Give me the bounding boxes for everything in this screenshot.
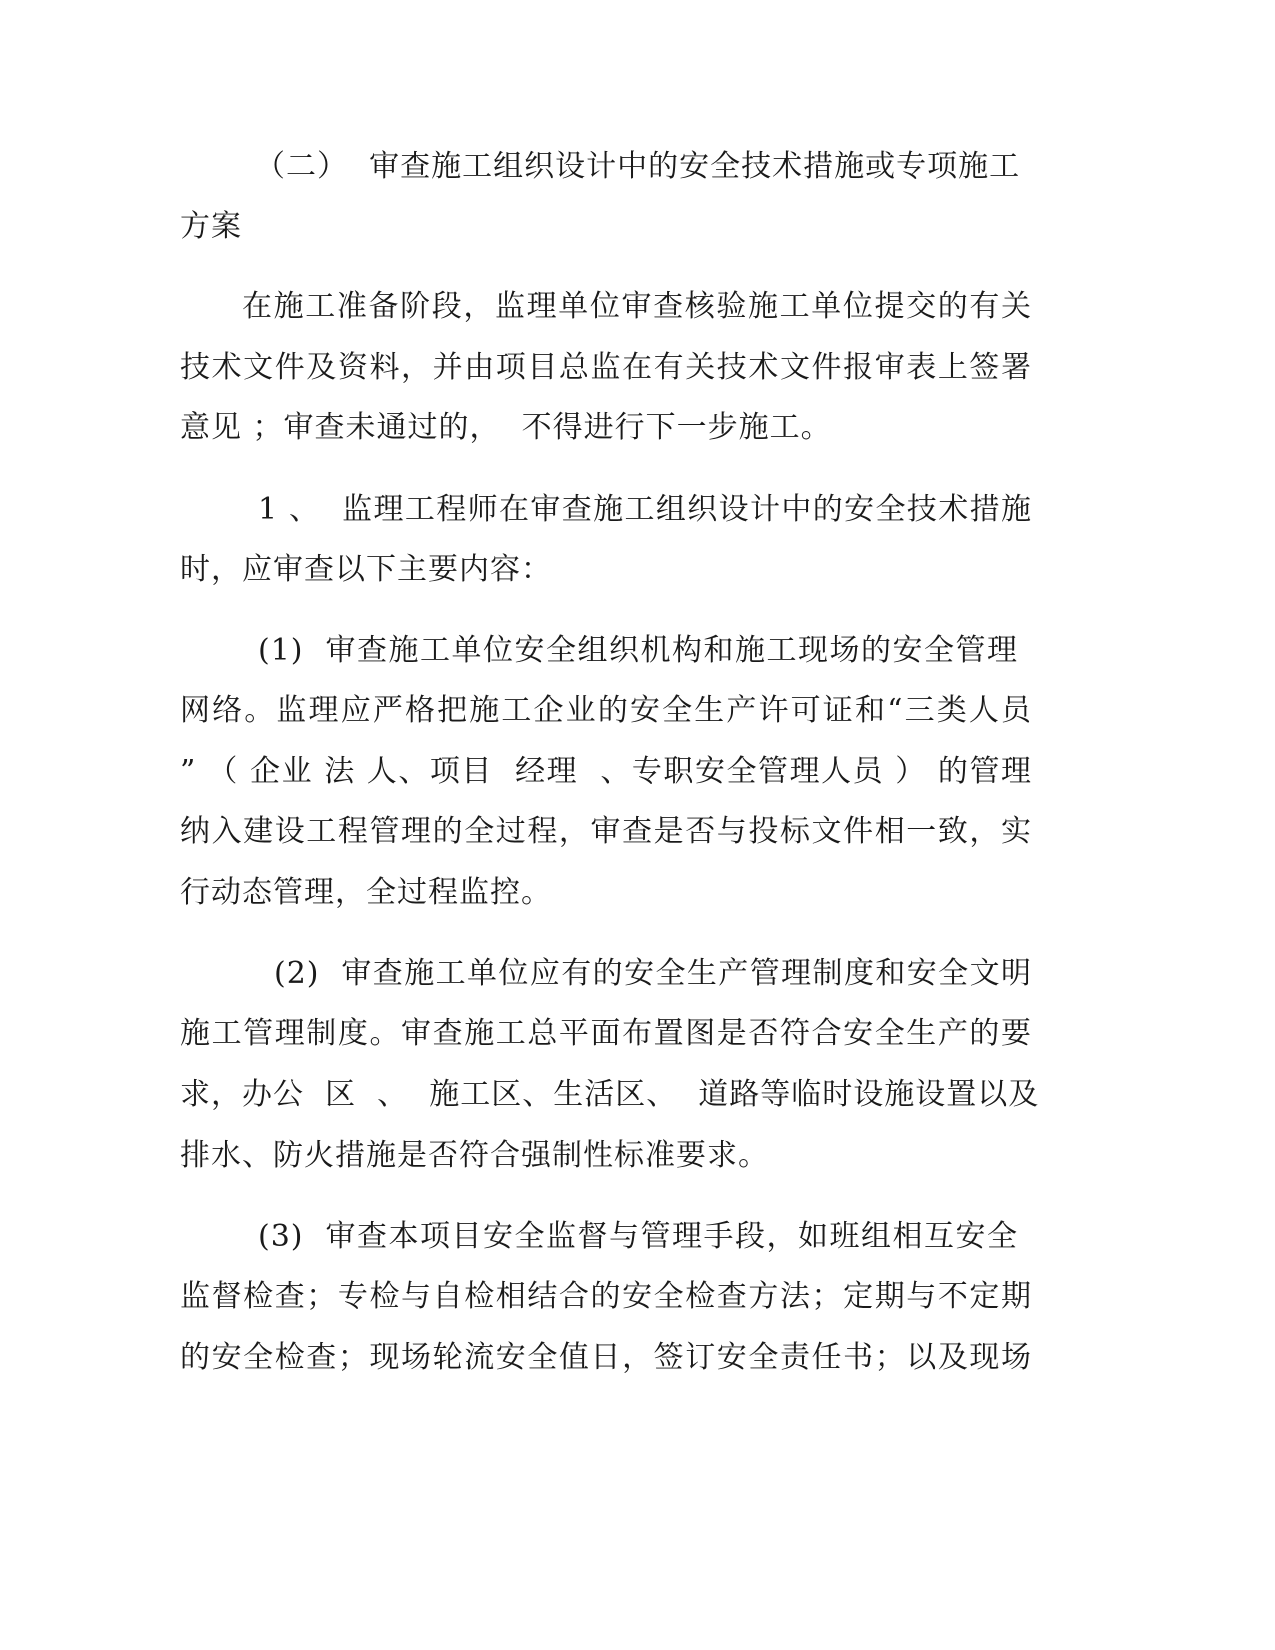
sub-item-1-line-3: ” （ 企业 法 人、项目 经理 、专职安全管理人员 ） 的管理 bbox=[180, 754, 1032, 789]
paragraph-1-line-2: 技术文件及资料，并由项目总监在有关技术文件报审表上签署 bbox=[180, 350, 1032, 385]
sub-item-2-line-3: 求，办公 区 、 施工区、生活区、 道路等临时设施设置以及 bbox=[180, 1077, 1040, 1112]
paragraph-1-line-3: 意见 ；审查未通过的， 不得进行下一步施工。 bbox=[180, 410, 832, 445]
sub-item-3-line-1: (3) 审查本项目安全监督与管理手段，如班组相互安全 bbox=[258, 1219, 1018, 1254]
sub-item-2-line-1: (2) 审查施工单位应有的安全生产管理制度和安全文明 bbox=[274, 956, 1032, 991]
sub-item-1-line-2: 网络。监理应严格把施工企业的安全生产许可证和“三类人员 bbox=[180, 693, 1032, 728]
sub-item-3-line-2: 监督检查；专检与自检相结合的安全检查方法；定期与不定期 bbox=[180, 1279, 1032, 1314]
item-1-line-2: 时，应审查以下主要内容： bbox=[180, 552, 552, 587]
paragraph-1-line-1: 在施工准备阶段，监理单位审查核验施工单位提交的有关 bbox=[242, 289, 1032, 324]
sub-item-1-line-5: 行动态管理，全过程监控。 bbox=[180, 875, 552, 910]
section-heading-line-1: （二） 审查施工组织设计中的安全技术措施或专项施工 bbox=[255, 149, 1021, 184]
sub-item-1-line-1: (1) 审查施工单位安全组织机构和施工现场的安全管理 bbox=[258, 633, 1018, 668]
sub-item-1-line-4: 纳入建设工程管理的全过程，审查是否与投标文件相一致，实 bbox=[180, 814, 1032, 849]
sub-item-2-line-2: 施工管理制度。审查施工总平面布置图是否符合安全生产的要 bbox=[180, 1016, 1032, 1051]
sub-item-2-line-4: 排水、防火措施是否符合强制性标准要求。 bbox=[180, 1138, 769, 1173]
section-heading-line-2: 方案 bbox=[180, 209, 242, 244]
item-1-line-1: 1 、 监理工程师在审查施工组织设计中的安全技术措施 bbox=[258, 492, 1032, 527]
sub-item-3-line-3: 的安全检查；现场轮流安全值日，签订安全责任书；以及现场 bbox=[180, 1340, 1032, 1375]
